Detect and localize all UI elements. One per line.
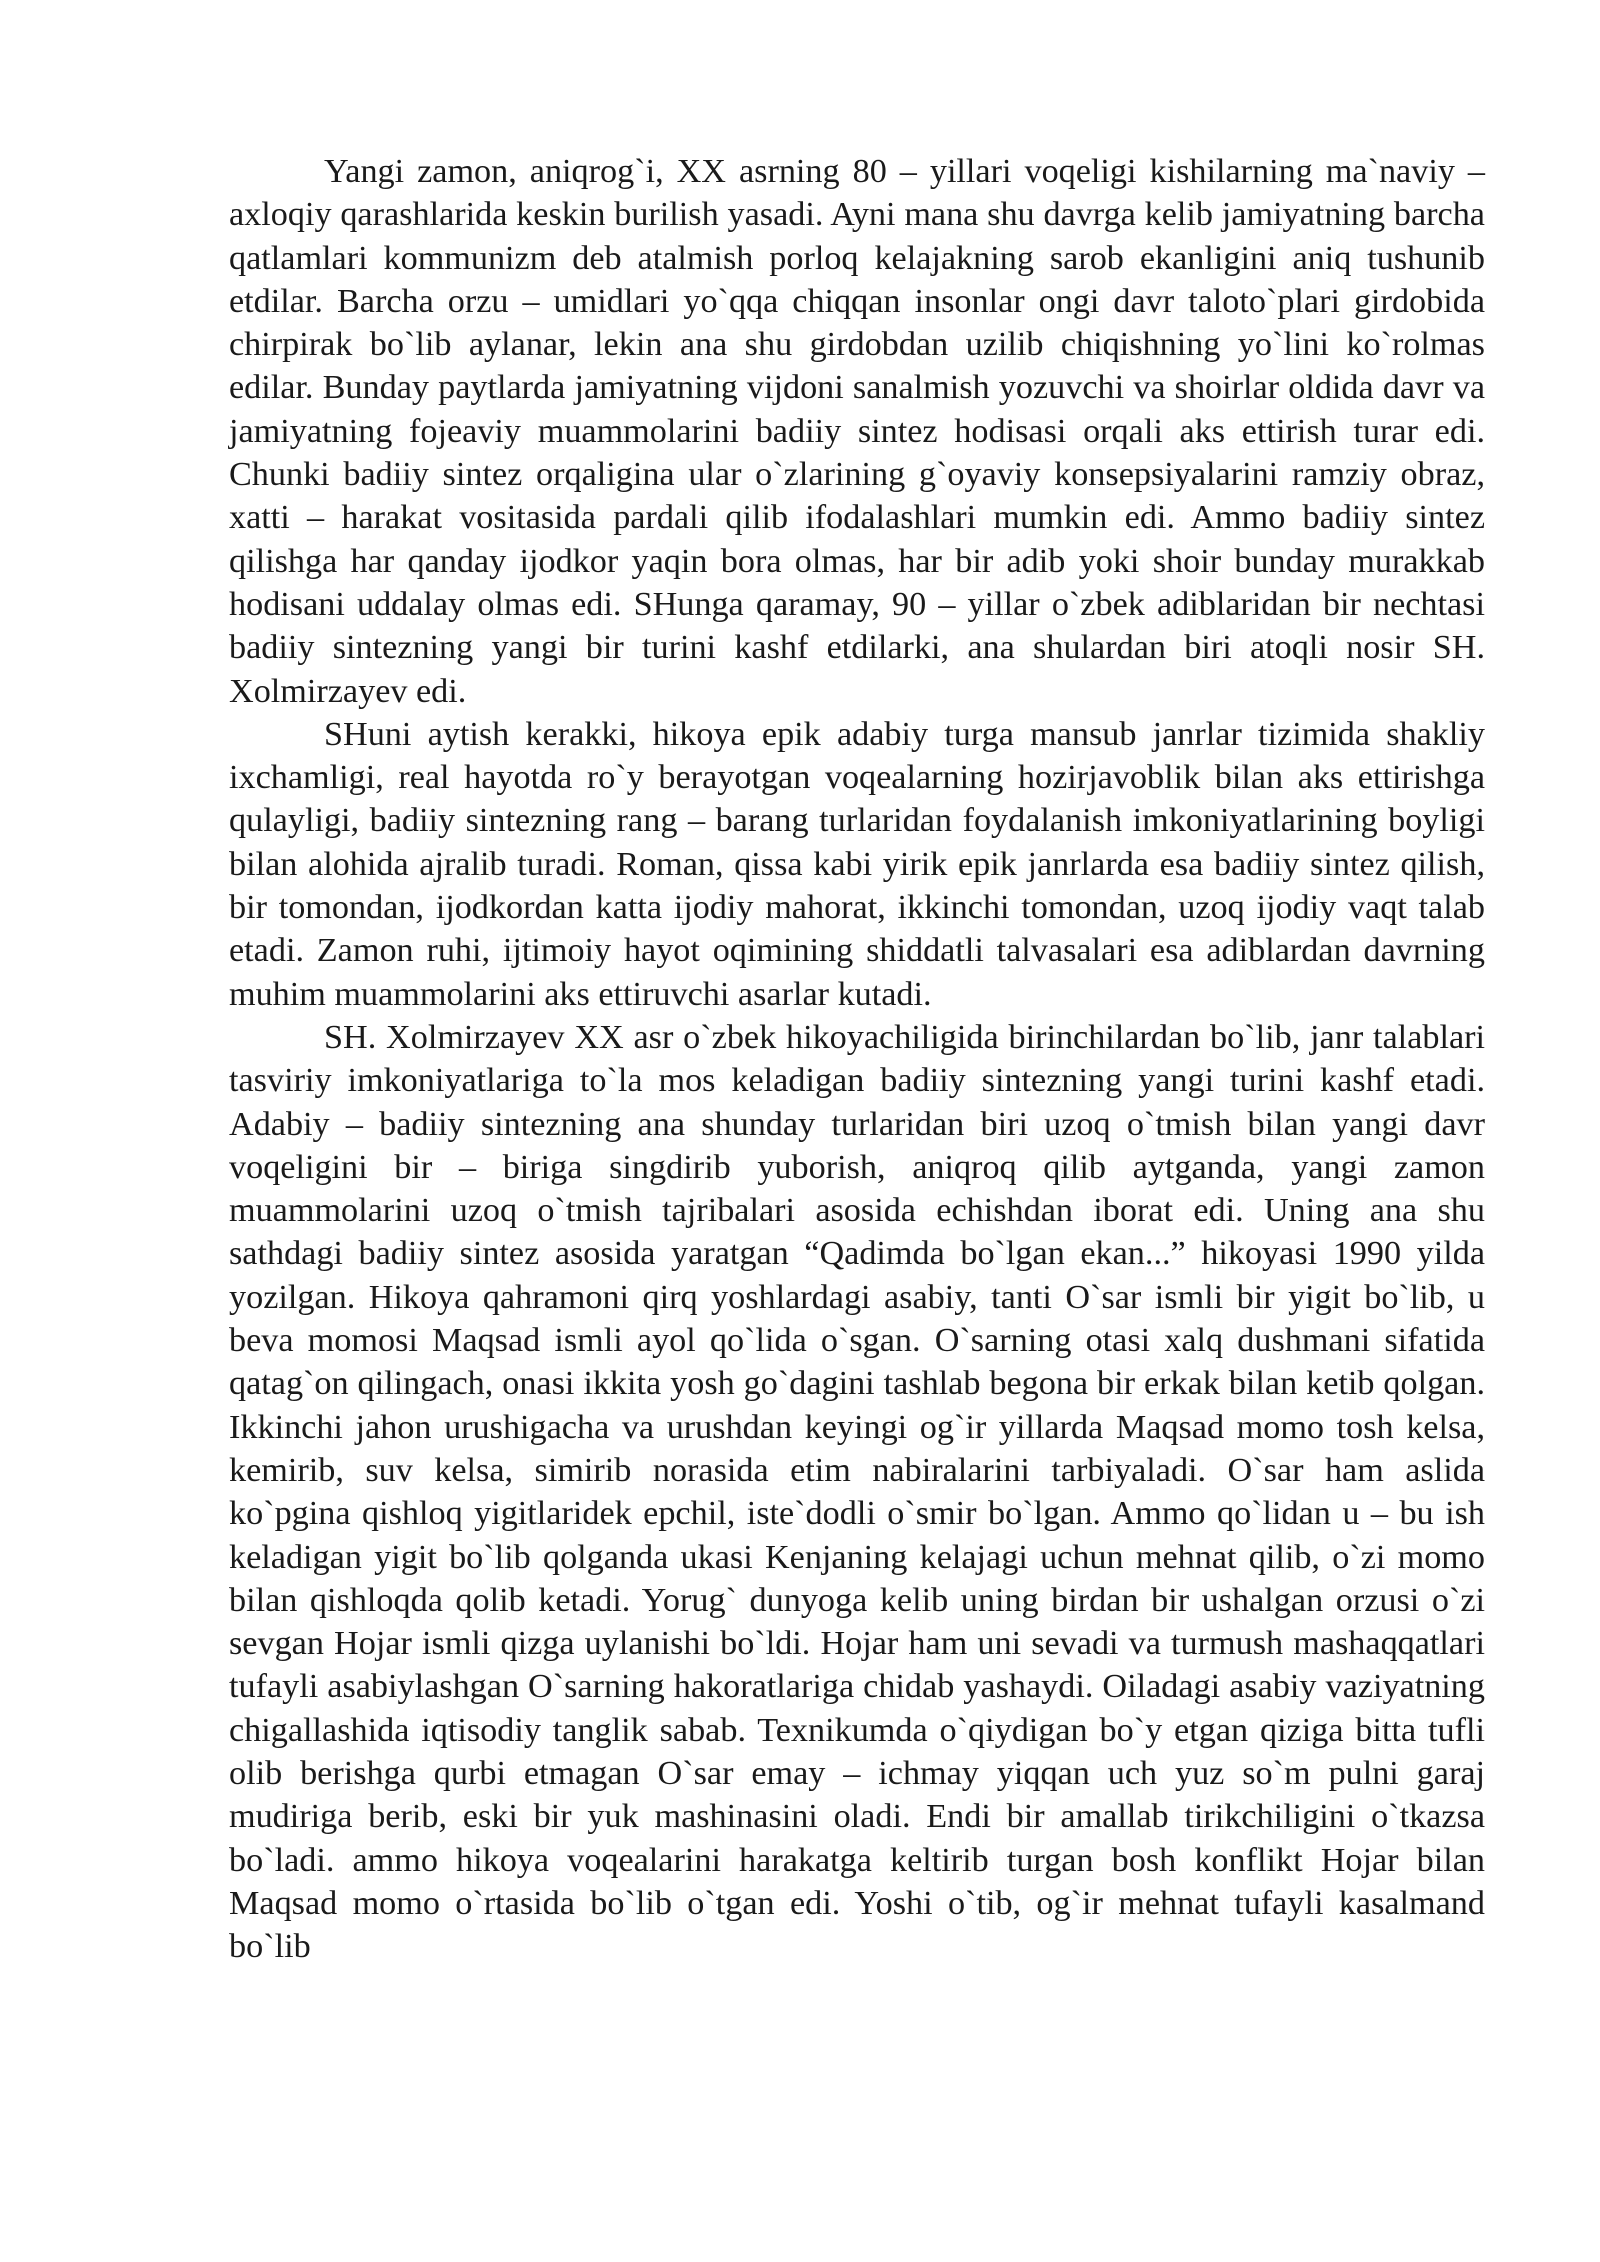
paragraph-2: SHuni aytish kerakki, hikoya epik adabiy turga mansub janrlar tizimida shakliy ixchamligi, real hayotda ro`y berayotgan voqealarning hozirjavoblik bilan aks ettirishga qulayligi, badiiy sintezning rang – barang turlaridan foydalanish imkoniyatlarining boyligi bilan alohida ajralib turadi. Roman, qissa kabi yirik epik janrlarda esa badiiy sintez qilish, bir tomondan, ijodkordan katta ijodiy mahorat, ikkinchi tomondan, uzoq ijodiy vaqt talab etadi. Zamon ruhi, ijtimoiy hayot oqimining shiddatli talvasalari esa adiblardan davrning muhim muammolarini aks ettiruvchi asarlar kutadi. bbox=[229, 715, 1485, 1013]
document-body bbox=[229, 150, 1485, 1968]
paragraph-3: SH. Xolmirzayev XX asr o`zbek hikoyachiligida birinchilardan bo`lib, janr talablari tasviriy imkoniyatlariga to`la mos keladigan badiiy sintezning yangi turini kashf etadi. Adabiy – badiiy sintezning ana shunday turlaridan biri uzoq o`tmish bilan yangi davr voqeligini bir – biriga singdirib yuborish, aniqroq qilib aytganda, yangi zamon muammolarini uzoq o`tmish tajribalari asosida echishdan iborat edi. Uning ana shu sathdagi badiiy sintez asosida yaratgan “Qadimda bo`lgan ekan...” hikoyasi 1990 yilda yozilgan. Hikoya qahramoni qirq yoshlardagi asabiy, tanti O`sar ismli bir yigit bo`lib, u beva momosi Maqsad ismli ayol qo`lida o`sgan. O`sarning otasi xalq dushmani sifatida qatag`on qilingach, onasi ikkita yosh go`dagini tashlab begona bir erkak bilan ketib qolgan. Ikkinchi jahon urushigacha va urushdan keyingi og`ir yillarda Maqsad momo tosh kelsa, kemirib, suv kelsa, simirib norasida etim nabiralarini tarbiyaladi. O`sar ham aslida ko`pgina qishloq yigitlaridek epchil, iste`dodli o`smir bo`lgan. Ammo qo`lidan u – bu ish keladigan yigit bo`lib qolganda ukasi Kenjaning kelajagi uchun mehnat qilib, o`zi momo bilan qishloqda qolib ketadi. Yorug` dunyoga kelib uning birdan bir ushalgan orzusi o`zi sevgan Hojar ismli qizga uylanishi bo`ldi. Hojar ham uni sevadi va turmush mashaqqatlari tufayli asabiylashgan O`sarning hakoratlariga chidab yashaydi. Oiladagi asabiy vaziyatning chigallashida iqtisodiy tanglik sabab. Texnikumda o`qiydigan bo`y etgan qiziga bitta tufli olib berishga qurbi etmagan O`sar emay – ichmay yiqqan uch yuz so`m pulni garaj mudiriga berib, eski bir yuk mashinasini oladi. Endi bir amallab tirikchiligini o`tkazsa bo`ladi. ammo hikoya voqealarini harakatga keltirib turgan bosh konflikt Hojar bilan Maqsad momo o`rtasida bo`lib o`tgan edi. Yoshi o`tib, og`ir mehnat tufayli kasalmand bo`lib bbox=[229, 1018, 1485, 1966]
paragraph-1: Yangi zamon, aniqrog`i, XX asrning 80 – yillari voqeligi kishilarning ma`naviy – axloqiy qarashlarida keskin burilish yasadi. Ayni mana shu davrga kelib jamiyatning barcha qatlamlari kommunizm deb atalmish porloq kelajakning sarob ekanligini aniq tushunib etdilar. Barcha orzu – umidlari yo`qqa chiqqan insonlar ongi davr taloto`plari girdobida chirpirak bo`lib aylanar, lekin ana shu girdobdan uzilib chiqishning yo`lini ko`rolmas edilar. Bunday paytlarda jamiyatning vijdoni sanalmish yozuvchi va shoirlar oldida davr va jamiyatning fojeaviy muammolarini badiiy sintez hodisasi orqali aks ettirish turar edi. Chunki badiiy sintez orqaligina ular o`zlarining g`oyaviy konsepsiyalarini ramziy obraz, xatti – harakat vositasida pardali qilib ifodalashlari mumkin edi. Ammo badiiy sintez qilishga har qanday ijodkor yaqin bora olmas, har bir adib yoki shoir bunday murakkab hodisani uddalay olmas edi. SHunga qaramay, 90 – yillar o`zbek adiblaridan bir nechtasi badiiy sintezning yangi bir turini kashf etdilarki, ana shulardan biri atoqli nosir SH. Xolmirzayev edi. bbox=[229, 153, 1485, 710]
